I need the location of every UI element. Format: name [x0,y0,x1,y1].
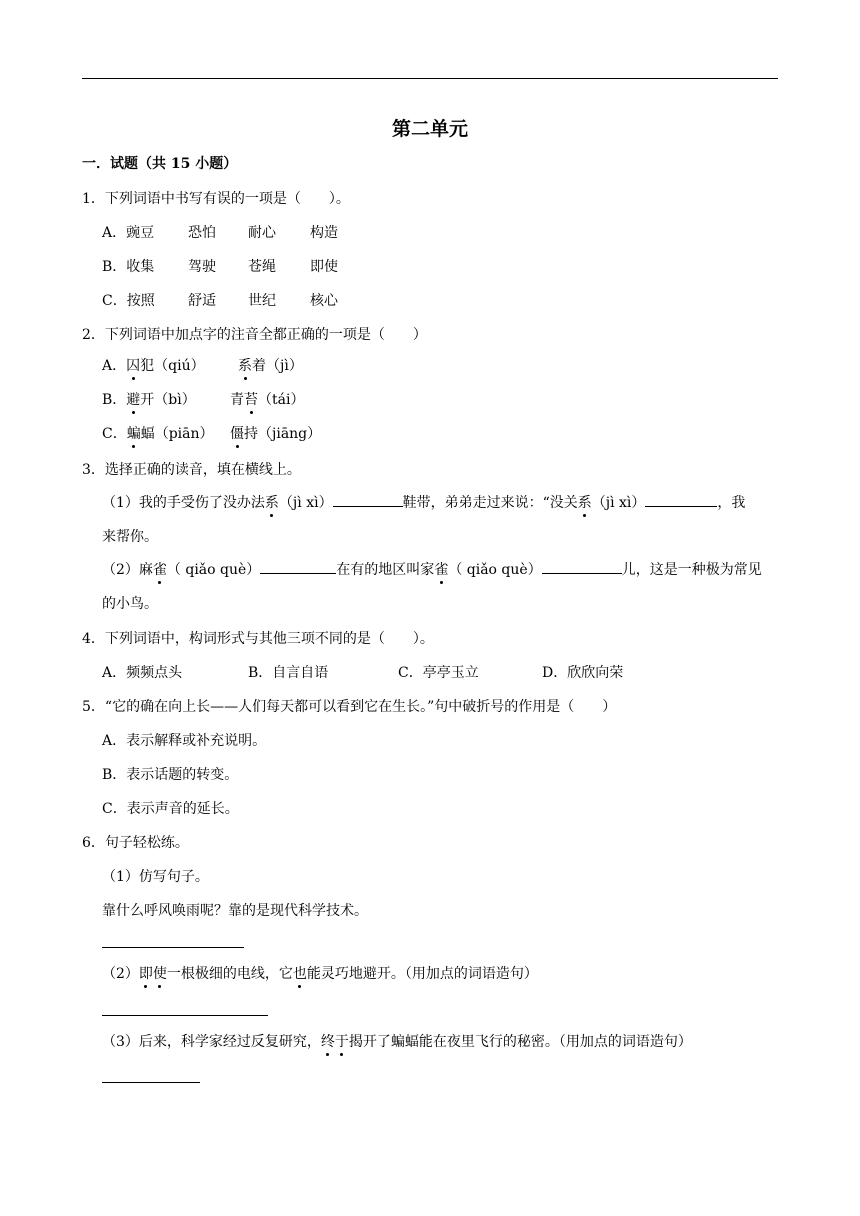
q3-part1-line2: 来帮你。 [102,529,158,545]
q2-option-a [102,356,303,376]
q6-s2-dotted-3: 也 [292,966,307,982]
q3-part2-line1 [102,559,778,580]
q1-option-a [102,223,338,243]
section-heading: 一．试题（共 15 小题） [82,156,238,172]
q1-a-w2: 恐怕 [188,225,216,241]
q1-c-w4: 核心 [310,293,338,309]
q4-option-d: D．欣欣向荣 [542,665,624,681]
q2-b2-pre: 青 [230,392,244,408]
q6-answer-line-1[interactable] [102,947,244,948]
q6-sub2 [102,964,538,984]
q4-option-c: C．亭亭玉立 [398,665,479,681]
q4-options [102,663,623,683]
q1-a-w1: A．豌豆 [102,225,155,241]
q5-option-c: C．表示声音的延长。 [102,801,239,817]
q6-s3-dotted-2: 于 [334,1034,349,1050]
q1-c-w1: C．按照 [102,293,155,309]
q5-stem: 5．“它的确在向上长——人们每天都可以看到它在生长。”句中破折号的作用是（ ） [82,699,617,715]
q6-sub1: （1）仿写句子。 [102,869,209,885]
q3-p1-c: 鞋带，弟弟走过来说：“没关 [402,495,578,511]
q2-c1-rest: 蝠（piān） [140,426,214,442]
q2-c2-dotted: 僵 [230,426,244,442]
q3-blank-4[interactable] [542,559,622,574]
q3-p1-pinyin-2: （jì xì） [591,495,646,511]
q3-blank-3[interactable] [260,559,336,574]
q3-p2-e: 儿，这是一种极为常见 [621,562,762,578]
q6-answer-line-2[interactable] [102,1015,268,1016]
q2-option-b [102,390,304,410]
q2-c1-dotted: 蝙 [126,426,141,442]
header-rule [82,78,778,79]
q6-s2-a: （2） [102,966,139,982]
q2-b2-dotted: 苔 [244,392,258,408]
q2-a2-dotted: 系 [238,358,252,374]
q3-p2-dotted-2: 雀 [434,562,449,578]
q6-s2-b: 一根极细的电线，它 [166,966,293,982]
q3-blank-2[interactable] [645,492,717,507]
q3-p1-e: ，我 [717,495,746,511]
q1-b-w1: B．收集 [102,259,155,275]
q6-s2-dotted-1: 即 [138,966,153,982]
q3-part1-line1 [102,492,778,513]
q1-c-w2: 舒适 [188,293,216,309]
q1-stem: 1．下列词语中书写有误的一项是（ ）。 [82,191,350,207]
q3-p2-c: 在有的地区叫家 [336,562,435,578]
q4-option-a: A．频频点头 [102,665,183,681]
q6-s3-b: 揭开了蝙蝠能在夜里飞行的秘密。（用加点的词语造句） [348,1034,692,1050]
q6-stem: 6．句子轻松练。 [82,835,189,851]
q3-p1-dotted: 系 [264,495,279,511]
q2-b1-dotted: 避 [126,392,141,408]
q6-sub1-example: 靠什么呼风唤雨呢？靠的是现代科学技术。 [102,903,368,919]
q2-b-label: B． [102,392,127,408]
q2-c2-rest: 持（jiāng） [244,426,322,442]
q2-stem: 2．下列词语中加点字的注音全都正确的一项是（ ） [82,327,427,343]
q2-option-c [102,424,321,444]
q2-b1-rest: 开（bì） [140,392,196,408]
q1-b-w2: 驾驶 [188,259,216,275]
q5-option-b: B．表示话题的转变。 [102,767,239,783]
q3-p1-dotted-2: 系 [577,495,592,511]
q2-a-label: A． [102,358,127,374]
q1-b-w3: 苍绳 [248,259,276,275]
q6-sub3 [102,1032,692,1052]
q4-option-b: B．自言自语 [248,665,329,681]
q3-p2-dotted: 雀 [152,562,167,578]
q5-option-a: A．表示解释或补充说明。 [102,733,267,749]
q3-p2-pinyin-2: （ qiǎo què） [448,562,542,578]
q6-s2-c: 能灵巧地避开。（用加点的词语造句） [306,966,538,982]
q3-p1-a: （1）我的手受伤了没办法 [102,495,265,511]
q2-c-label: C． [102,426,127,442]
q3-part2-line2: 的小鸟。 [102,596,158,612]
q1-option-c [102,291,338,311]
q1-b-w4: 即使 [310,259,338,275]
q1-a-w3: 耐心 [248,225,276,241]
q1-a-w4: 构造 [310,225,338,241]
q3-p2-a: （2）麻 [102,562,153,578]
q6-s3-dotted-1: 终 [320,1034,335,1050]
page-title: 第二单元 [391,118,468,140]
q1-option-b [102,257,338,277]
q6-s2-dotted-2: 使 [152,966,167,982]
q3-stem: 3．选择正确的读音，填在横线上。 [82,462,301,478]
q2-b2-rest: （tái） [258,392,305,408]
q3-blank-1[interactable] [333,492,403,507]
q2-a1-rest: 犯（qiú） [140,358,205,374]
q2-a2-rest: 着（jì） [252,358,303,374]
q3-p2-pinyin: （ qiǎo què） [166,562,261,578]
q6-s3-a: （3）后来，科学家经过反复研究， [102,1034,321,1050]
q4-stem: 4．下列词语中，构词形式与其他三项不同的是（ ）。 [82,631,434,647]
q1-c-w3: 世纪 [248,293,276,309]
q3-p1-pinyin: （jì xì） [278,495,333,511]
q6-answer-line-3[interactable] [102,1082,200,1083]
q2-a1-dotted: 囚 [126,358,141,374]
